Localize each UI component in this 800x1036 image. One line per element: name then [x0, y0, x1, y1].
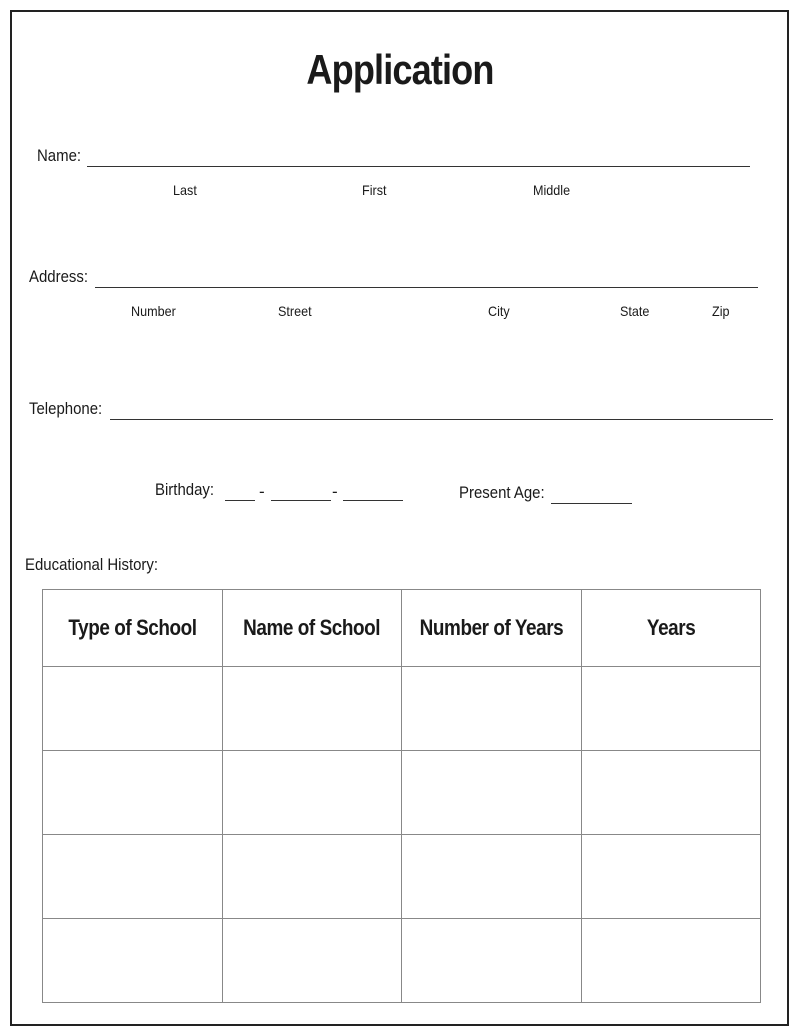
table-cell[interactable] [222, 751, 402, 835]
education-table [42, 589, 761, 1003]
table-cell[interactable] [402, 667, 582, 751]
name-sublabel-last: Last [173, 182, 197, 198]
name-input-line[interactable] [87, 166, 750, 167]
page-title: Application [306, 46, 494, 93]
address-label: Address: [29, 267, 89, 286]
table-cell[interactable] [43, 667, 223, 751]
column-header-number-of-years: Number of Years [402, 590, 582, 667]
table-cell[interactable] [581, 919, 761, 1003]
present-age-input-line[interactable] [551, 503, 632, 504]
name-sublabel-middle: Middle [533, 182, 571, 198]
address-input-line[interactable] [95, 287, 758, 288]
address-sublabel-number: Number [131, 303, 176, 319]
table-row [43, 919, 761, 1003]
table-row [43, 667, 761, 751]
table-cell[interactable] [581, 835, 761, 919]
table-cell[interactable] [222, 835, 402, 919]
present-age-label: Present Age: [459, 483, 545, 502]
address-sublabel-city: City [488, 303, 510, 319]
address-sublabel-state: State [620, 303, 650, 319]
table-cell[interactable] [581, 667, 761, 751]
birthday-day-line[interactable] [271, 500, 331, 501]
birthday-separator: - [332, 482, 338, 501]
table-cell[interactable] [43, 919, 223, 1003]
table-cell[interactable] [43, 751, 223, 835]
telephone-input-line[interactable] [110, 419, 773, 420]
table-header-row [43, 590, 761, 667]
table-row [43, 751, 761, 835]
birthday-month-line[interactable] [225, 500, 255, 501]
table-row [43, 835, 761, 919]
name-label: Name: [37, 146, 82, 165]
birthday-year-line[interactable] [343, 500, 403, 501]
table-cell[interactable] [222, 919, 402, 1003]
table-cell[interactable] [402, 919, 582, 1003]
name-sublabel-first: First [362, 182, 387, 198]
educational-history-label: Educational History: [25, 555, 159, 574]
table-cell[interactable] [402, 835, 582, 919]
column-header-name-of-school: Name of School [222, 590, 402, 667]
column-header-years: Years [581, 590, 761, 667]
table-cell[interactable] [581, 751, 761, 835]
birthday-separator: - [259, 482, 265, 501]
column-header-type-of-school: Type of School [43, 590, 223, 667]
address-sublabel-zip: Zip [712, 303, 730, 319]
table-cell[interactable] [43, 835, 223, 919]
table-cell[interactable] [222, 667, 402, 751]
address-sublabel-street: Street [278, 303, 312, 319]
birthday-label: Birthday: [155, 480, 215, 499]
telephone-label: Telephone: [29, 399, 103, 418]
table-cell[interactable] [402, 751, 582, 835]
